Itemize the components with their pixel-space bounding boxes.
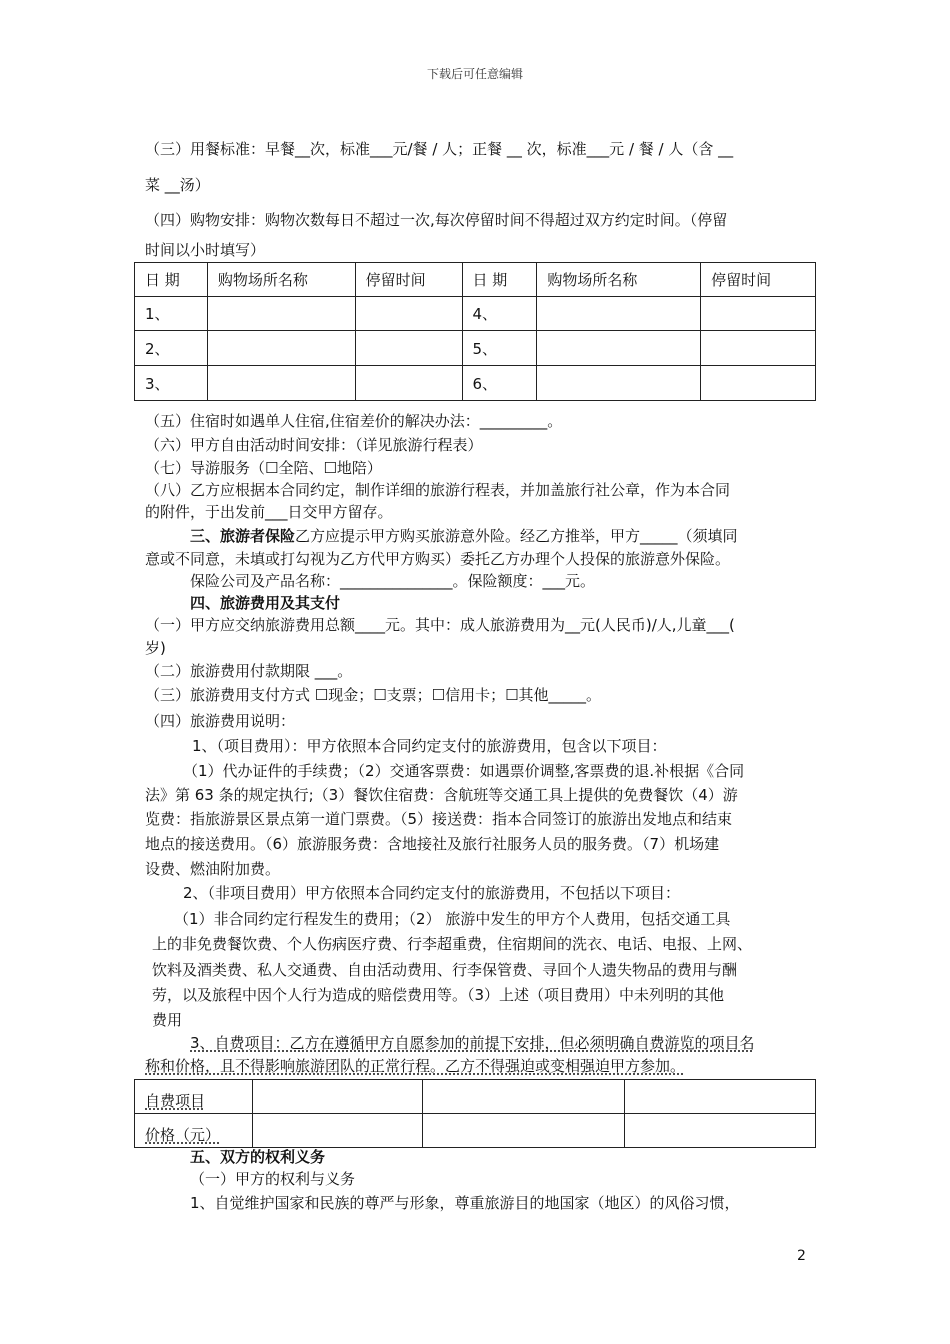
guide-service-line: （七）导游服务（☐全陪、☐地陪） [145,459,382,477]
project-fee-detail: 法》第 63 条的规定执行;（3）餐饮住宿费：含航班等交通工具上提供的免费餐饮（4）游 [145,786,738,804]
meal-standard-line-2: 菜 __汤） [145,176,210,194]
table-cell [207,297,355,331]
table-header-cell: 购物场所名称 [207,263,355,297]
shopping-line-2: 时间以小时填写） [145,241,266,259]
table-cell [537,366,701,401]
insurance-line-2: 意或不同意，未填或打勾视为乙方代甲方购买）委托乙方办理个人投保的旅游意外保险。 [145,550,731,568]
table-cell [252,1080,422,1114]
table-cell: 3、 [135,366,208,401]
project-fee-detail: 览费：指旅游景区景点第一道门票费。（5）接送费：指本合同签订的旅游出发地点和结束 [145,810,733,828]
table-cell [537,297,701,331]
table-cell [355,331,462,366]
free-time-line: （六）甲方自由活动时间安排：（详见旅游行程表） [145,436,483,454]
table-cell [625,1114,816,1148]
insurance-paragraph [190,525,738,546]
table-header-cell: 日 期 [135,263,208,297]
table-cell [701,366,816,401]
insurance-text: 乙方应提示甲方购买旅游意外险。经乙方推举，甲方_____（须填同 [295,527,738,545]
section-four-heading: 四、旅游费用及其支付 [190,594,341,612]
page-header: 下载后可任意编辑 [426,67,523,81]
party-a-heading: （一）甲方的权利与义务 [190,1170,356,1188]
fee-description-heading: （四）旅游费用说明： [145,712,296,730]
table-cell [537,331,701,366]
project-fee-line: 1、（项目费用）：甲方依照本合同约定支付的旅游费用，包含以下项目： [192,737,667,755]
table-cell: 2、 [135,331,208,366]
shopping-table-header [135,263,816,297]
table-cell [207,366,355,401]
table-cell: 6、 [462,366,537,401]
table-row [135,1080,816,1114]
table-cell [422,1114,625,1148]
optional-item-line: 3、自费项目：乙方在遵循甲方自愿参加的前提下安排，但必须明确自费游览的项目名 [190,1034,755,1052]
project-fee-detail: （1）代办证件的手续费；（2）交通客票费：如遇票价调整,客票费的退.补根据《合同 [183,762,745,780]
table-row [135,331,816,366]
table-header-cell: 购物场所名称 [537,263,701,297]
table-cell [355,297,462,331]
payment-method-line: （三）旅游费用支付方式 ☐现金；☐支票；☐信用卡；☐其他_____。 [145,686,602,704]
insurance-company-line: 保险公司及产品名称：_______________。保险额度：___元。 [190,572,596,590]
non-project-fee-line: 2、（非项目费用）甲方依照本合同约定支付的旅游费用，不包括以下项目： [183,884,681,902]
table-header-cell: 停留时间 [355,263,462,297]
table-cell: 4、 [462,297,537,331]
table-cell [207,331,355,366]
non-project-fee-detail: 饮料及酒类费、私人交通费、自由活动费用、行李保管费、寻回个人遗失物品的费用与酬 [152,961,738,979]
project-fee-detail: 设费、燃油附加费。 [145,860,281,878]
payment-deadline-line: （二）旅游费用付款期限 ___。 [145,662,353,680]
fee-total-line: （一）甲方应交纳旅游费用总额____元。其中：成人旅游费用为__元(人民币)/人,儿童___( [145,616,735,634]
table-cell: 1、 [135,297,208,331]
itinerary-line-2: 的附件，于出发前___日交甲方留存。 [145,503,393,521]
non-project-fee-detail: 费用 [152,1011,183,1029]
table-cell: 价格（元） [135,1114,253,1148]
insurance-heading: 三、旅游者保险 [190,527,296,545]
optional-item-line-2: 称和价格，且不得影响旅游团队的正常行程。乙方不得强迫或变相强迫甲方参加。 [145,1057,686,1075]
non-project-fee-detail: 劳，以及旅程中因个人行为造成的赔偿费用等。（3）上述（项目费用）中未列明的其他 [152,986,725,1004]
meal-standard-line: （三）用餐标准：早餐__次，标准___元/餐 / 人；正餐 __ 次，标准___元 / 餐 / 人（含 __ [145,140,734,158]
table-cell: 自费项目 [135,1080,253,1114]
party-a-duty-line: 1、自觉维护国家和民族的尊严与形象，尊重旅游目的地国家（地区）的风俗习惯， [190,1194,740,1212]
section-five-heading: 五、双方的权利义务 [190,1148,326,1166]
table-row [135,366,816,401]
table-row [135,297,816,331]
accommodation-line: （五）住宿时如遇单人住宿,住宿差价的解决办法：_________。 [145,412,563,430]
table-cell [701,331,816,366]
project-fee-detail: 地点的接送费用。（6）旅游服务费：含地接社及旅行社服务人员的服务费。（7）机场建 [145,835,720,853]
table-header-cell: 停留时间 [701,263,816,297]
fee-total-line-2: 岁) [145,639,166,657]
table-header-cell: 日 期 [462,263,537,297]
itinerary-line: （八）乙方应根据本合同约定，制作详细的旅游行程表，并加盖旅行社公章，作为本合同 [145,481,731,499]
table-cell [252,1114,422,1148]
table-cell [422,1080,625,1114]
table-cell [625,1080,816,1114]
table-cell [355,366,462,401]
table-cell [701,297,816,331]
non-project-fee-detail: （1）非合同约定行程发生的费用；（2） 旅游中发生的甲方个人费用，包括交通工具 [174,910,731,928]
page-number: 2 [797,1248,806,1264]
shopping-line: （四）购物安排：购物次数每日不超过一次,每次停留时间不得超过双方约定时间。（停留 [145,211,728,229]
table-cell: 5、 [462,331,537,366]
shopping-table [134,262,816,401]
non-project-fee-detail: 上的非免费餐饮费、个人伤病医疗费、行李超重费，住宿期间的洗衣、电话、电报、上网、 [152,935,753,953]
table-row [135,1114,816,1148]
optional-items-table [134,1079,816,1148]
